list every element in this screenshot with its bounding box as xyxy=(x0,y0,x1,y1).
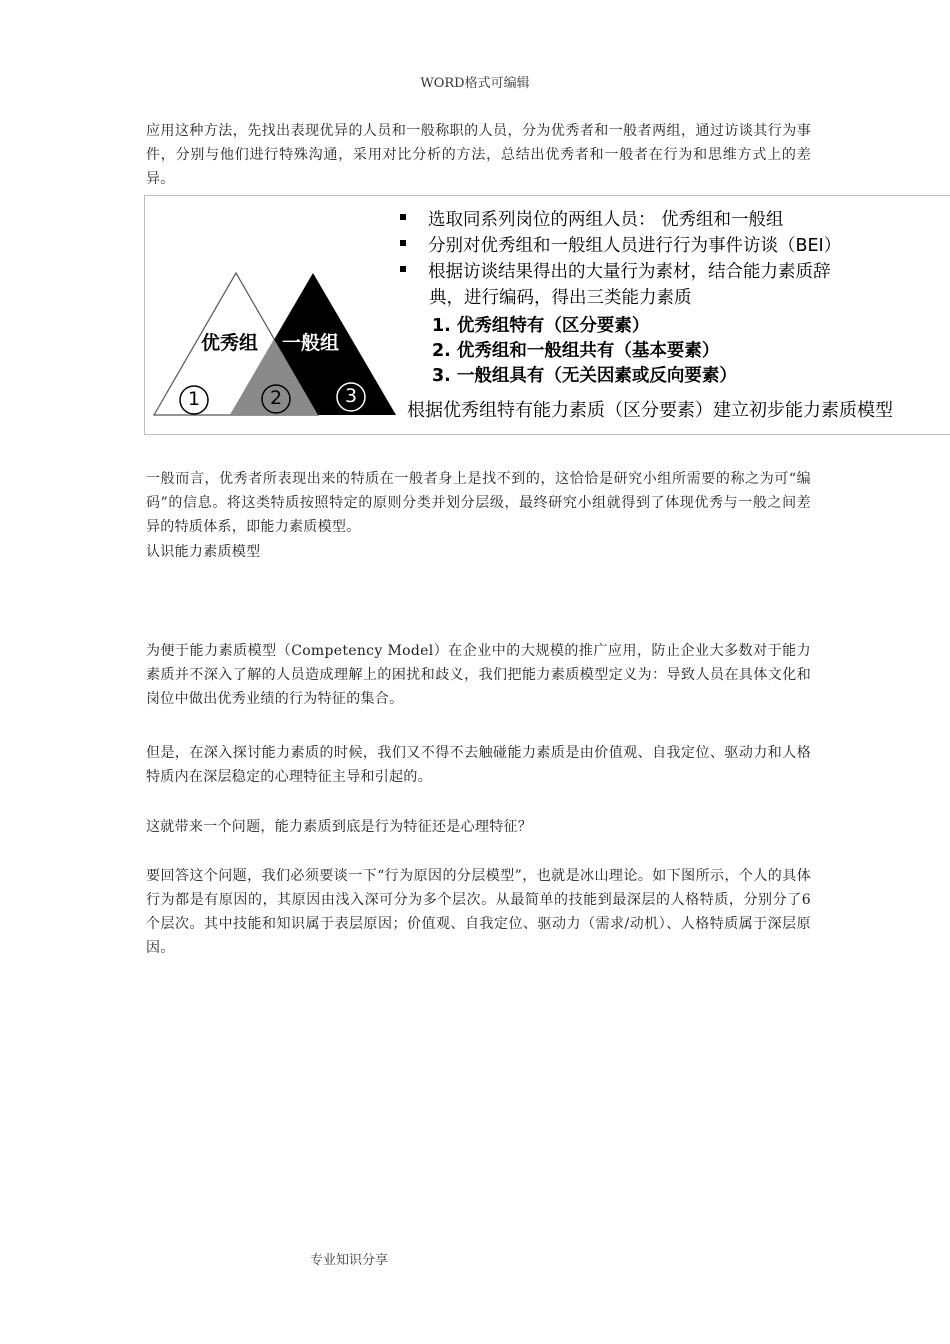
paragraph-coding: 一般而言，优秀者所表现出来的特质在一般者身上是找不到的，这恰恰是研究小组所需要的称之为可“编码”的信息。将这类特质按照特定的原则分类并划分层级，最终研究小组就得到了体现优秀与一般之间差异的特质体系，即能力素质模型。 xyxy=(146,471,811,535)
figure-conclusion: 根据优秀组特有能力素质（区分要素）建立初步能力素质模型 xyxy=(407,400,893,421)
paragraph-definition: 为便于能力素质模型（Competency Model）在企业中的大规模的推广应用，防止企业大多数对于能力素质并不深入了解的人员造成理解上的困扰和歧义，我们把能力素质模型定义为：导致人员在具体文化和岗位中做出优秀业绩的行为特征的集合。 xyxy=(146,643,811,707)
label-excellent-group: 优秀组 xyxy=(201,332,259,354)
comparison-figure xyxy=(144,195,950,435)
numbered-item-1: 1. 优秀组特有（区分要素） xyxy=(432,316,650,336)
bullet-item-3: 根据访谈结果得出的大量行为素材，结合能力素质辞 xyxy=(400,258,831,283)
bullet-icon xyxy=(400,214,406,220)
circle-2-label: 2 xyxy=(270,387,283,409)
paragraph-question: 这就带来一个问题，能力素质到底是行为特征还是心理特征？ xyxy=(146,819,533,835)
circle-1-label: 1 xyxy=(188,388,201,410)
page-header: WORD格式可编辑 xyxy=(420,76,530,91)
circle-3-label: 3 xyxy=(345,385,358,407)
numbered-item-2: 2. 优秀组和一般组共有（基本要素） xyxy=(432,341,720,361)
paragraph-iceberg: 要回答这个问题，我们必须要谈一下“行为原因的分层模型”，也就是冰山理论。如下图所示，个人的具体行为都是有原因的，其原因由浅入深可分为多个层次。从最简单的技能到最深层的人格特质，分别分了6个层次。其中技能和知识属于表层原因；价值观、自我定位、驱动力（需求/动机）、人格特质属于深层原因。 xyxy=(146,868,811,956)
bullet-icon xyxy=(400,266,406,272)
bullet-item-2: 分别对优秀组和一般组人员进行行为事件访谈（BEI） xyxy=(400,232,841,257)
page-footer: 专业知识分享 xyxy=(310,1253,389,1268)
bullet-item-3-continued: 典，进行编码，得出三类能力素质 xyxy=(429,288,692,308)
paragraph-method: 应用这种方法，先找出表现优异的人员和一般称职的人员，分为优秀者和一般者两组，通过访谈其行为事件，分别与他们进行特殊沟通，采用对比分析的方法，总结出优秀者和一般者在行为和思维方式上的差异。 xyxy=(146,123,811,187)
numbered-item-3: 3. 一般组具有（无关因素或反向要素） xyxy=(432,366,737,386)
bullet-icon xyxy=(400,240,406,246)
paragraph-psychology: 但是，在深入探讨能力素质的时候，我们又不得不去触碰能力素质是由价值观、自我定位、驱动力和人格特质内在深层稳定的心理特征主导和引起的。 xyxy=(146,745,811,785)
label-general-group: 一般组 xyxy=(282,332,340,354)
bullet-item-1: 选取同系列岗位的两组人员： 优秀组和一般组 xyxy=(400,206,784,231)
section-heading: 认识能力素质模型 xyxy=(146,544,261,560)
